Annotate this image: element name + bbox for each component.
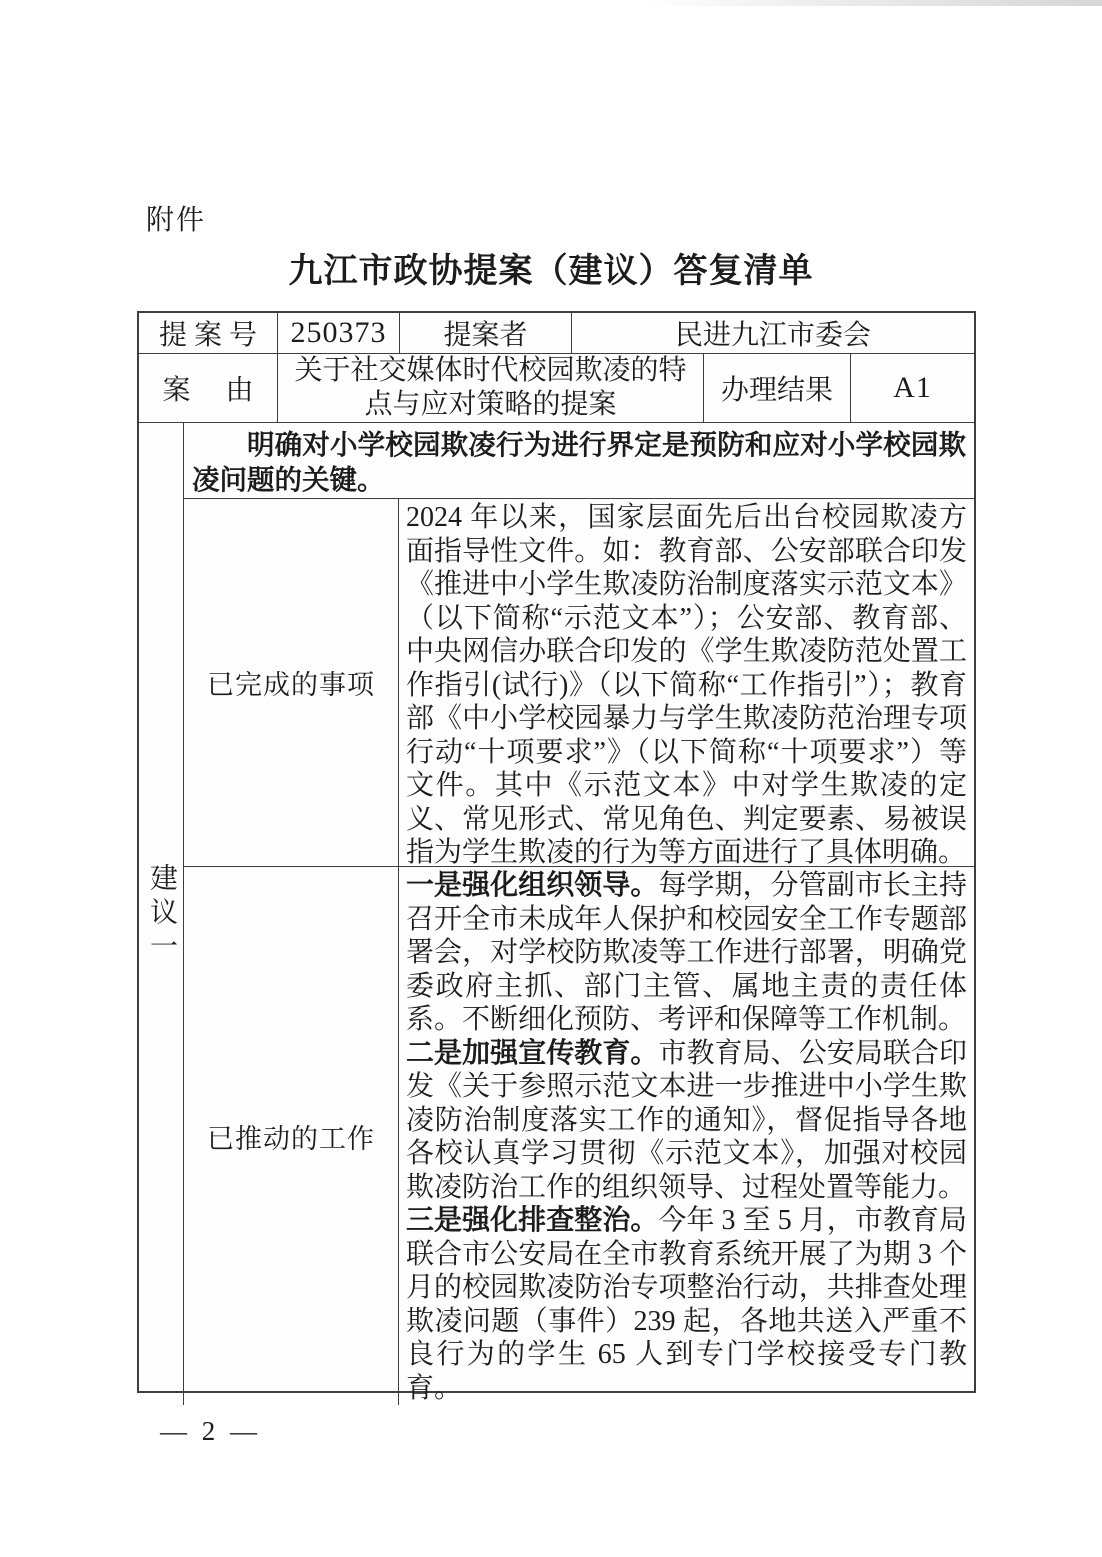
suggestion-side-cell	[139, 423, 184, 1405]
proposal-no-label: 提 案 号	[139, 313, 278, 353]
proposer-label: 提案者	[400, 313, 572, 353]
result-value: A1	[893, 371, 932, 404]
completed-items-paragraph: 2024 年以来，国家层面先后出台校园欺凌方面指导性文件。如：教育部、公安部联合印发《推进中小学生欺凌防治制度落实示范文本》（以下简称“示范文本”）；公安部、教育部、中央网信办联合印发的《学生欺凌防范处置工作指引(试行)》（以下简称“工作指引”）；教育部《中小学校园暴力与学生欺凌防范治理专项行动“十项要求”》（以下简称“十项要求”）等文件。其中《示范文本》中对学生欺凌的定义、常见形式、常见角色、判定要素、易被误指为学生欺凌的行为等方面进行了具体明确。	[406, 502, 967, 868]
scan-edge-artifact	[642, 0, 1102, 6]
paragraph-3-body: 今年 3 至 5 月，市教育局联合市公安局在全市教育系统开展了为期 3 个月的校园欺凌防治专项整治行动，共排查处理欺凌问题（事件）239 起，各地共送入严重不良行为的学生 65 人到专门学校接受专门教育。	[406, 1205, 967, 1404]
page-title: 九江市政协提案（建议）答复清单	[288, 253, 814, 290]
case-value: 关于社交媒体时代校园欺凌的特点与应对策略的提案	[278, 354, 704, 422]
promoted-work-content	[399, 867, 974, 1405]
case-label: 案 由	[139, 354, 278, 422]
promoted-work-paragraph-3	[406, 1204, 967, 1405]
attachment-label: 附件	[146, 205, 207, 236]
promoted-work-paragraph-1	[406, 869, 967, 1037]
paragraph-3-lead: 三是强化排查整治。	[406, 1205, 659, 1236]
completed-items-content	[399, 499, 974, 866]
table-row-proposal-no	[139, 313, 974, 354]
suggestion-side-label: 建议一	[146, 863, 177, 965]
result-label: 办理结果	[704, 354, 851, 422]
paragraph-2-lead: 二是加强宣传教育。	[406, 1037, 659, 1069]
suggestion-main	[184, 423, 974, 1405]
promoted-work-paragraph-2	[406, 1037, 967, 1205]
proposer-value: 民进九江市委会	[674, 320, 871, 351]
proposal-reply-table	[137, 311, 976, 1404]
paragraph-2-body: 市教育局、公安局联合印发《关于参照示范文本进一步推进中小学生欺凌防治制度落实工作的通知》，督促指导各地各校认真学习贯彻《示范文本》，加强对校园欺凌防治工作的组织领导、过程处置等能力。	[406, 1037, 967, 1203]
completed-items-label: 已完成的事项	[184, 499, 399, 866]
paragraph-1-lead: 一是强化组织领导。	[406, 870, 659, 901]
paragraph-1-body: 每学期，分管副市长主持召开全市未成年人保护和校园安全工作专题部署会，对学校防欺凌等工作进行部署，明确党委政府主抓、部门主管、属地主责的责任体系。不断细化预防、考评和保障等工作机制。	[406, 870, 967, 1035]
suggestion-header: 明确对小学校园欺凌行为进行界定是预防和应对小学校园欺凌问题的关键。	[184, 423, 974, 499]
suggestion-section	[139, 423, 974, 1405]
promoted-work-label: 已推动的工作	[184, 867, 399, 1405]
promoted-work-row	[184, 867, 974, 1405]
completed-items-row	[184, 499, 974, 867]
page-number: — 2 —	[160, 1416, 261, 1446]
proposal-no-value: 250373	[278, 313, 400, 353]
table-row-case	[139, 354, 974, 423]
